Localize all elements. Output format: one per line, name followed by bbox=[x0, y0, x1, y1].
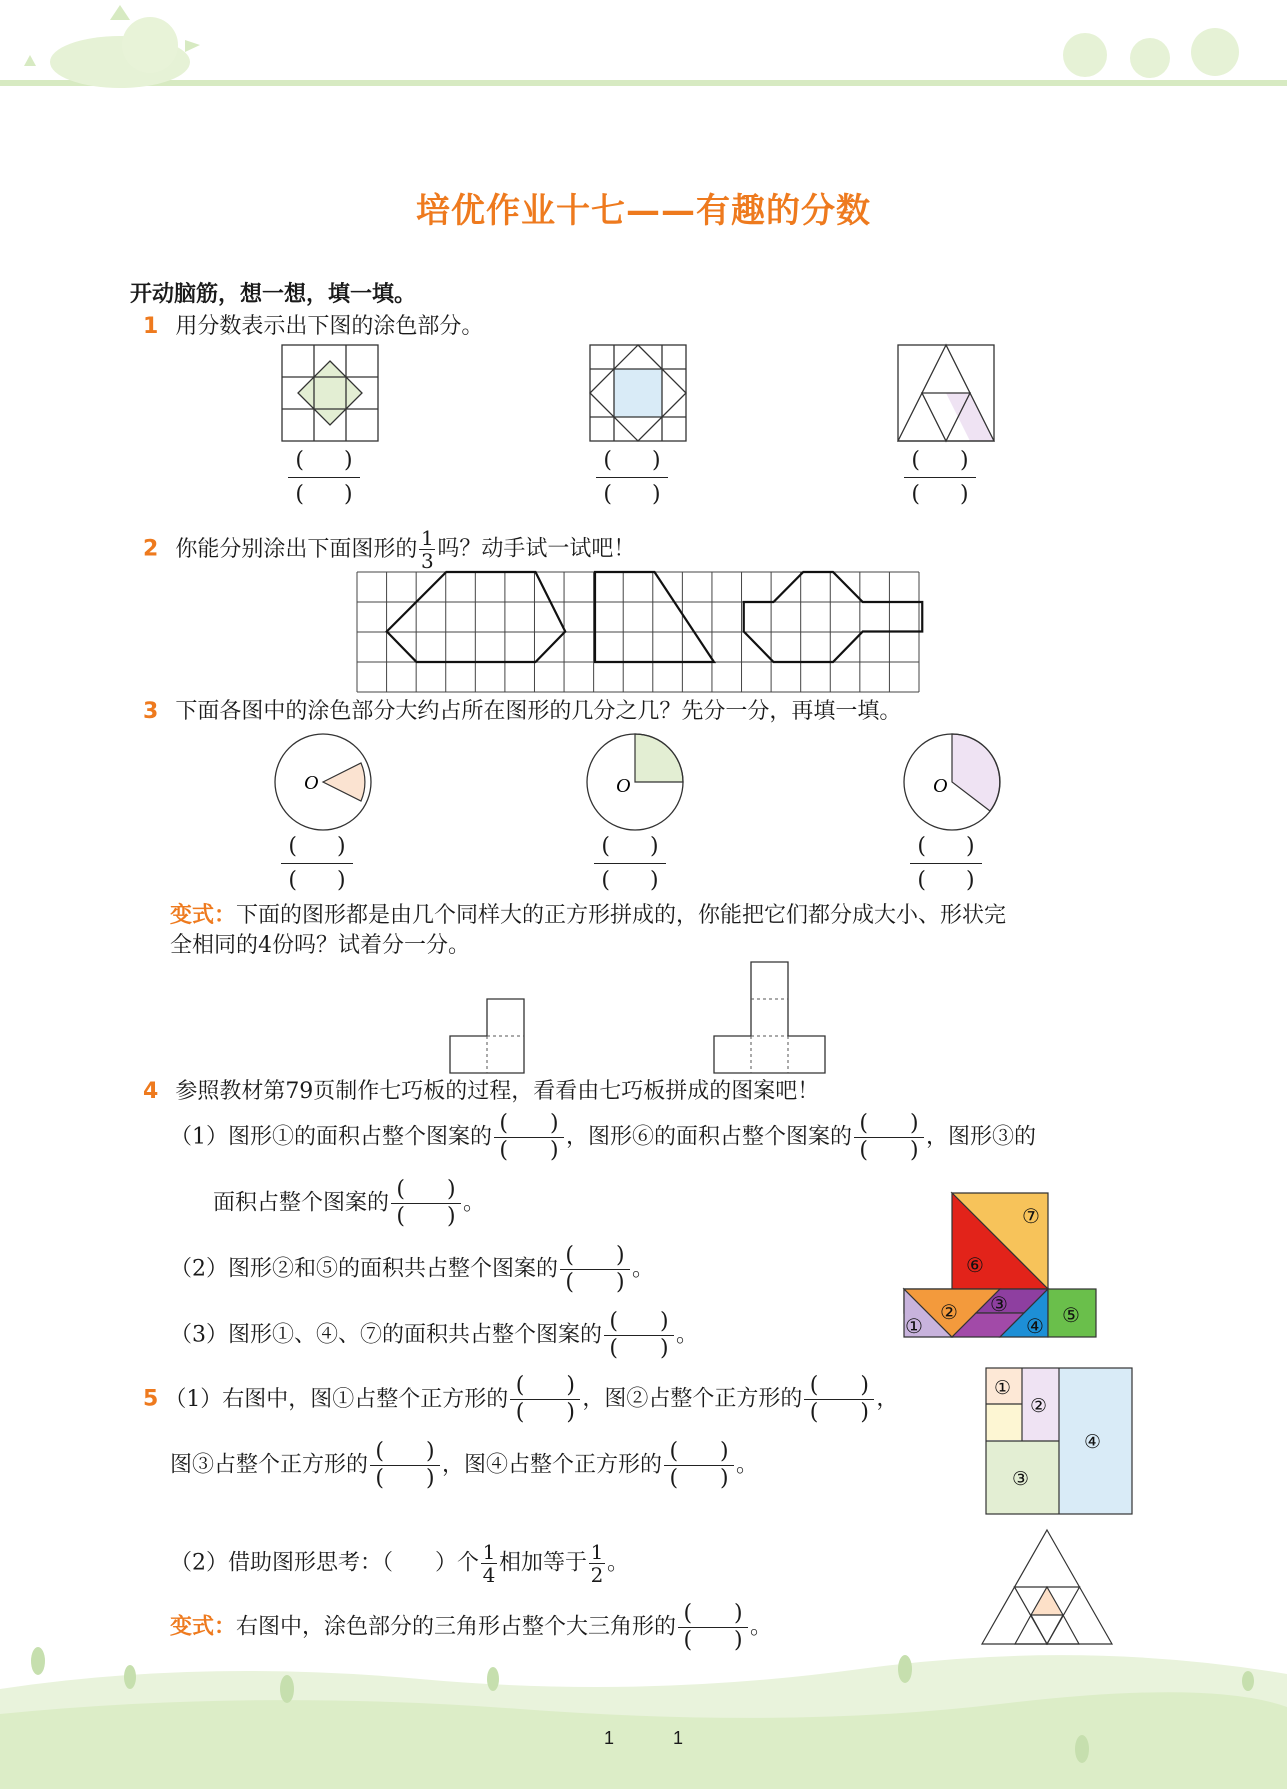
tangram-figure bbox=[904, 1193, 1096, 1337]
question-number: 3 bbox=[143, 699, 159, 724]
q4-part-2: （2）图形②和⑤的面积共占整个图案的 $\frac{( )}{( )}$ 。 bbox=[170, 1243, 655, 1295]
fraction-one-third: $\frac{1}{3}$ bbox=[420, 526, 434, 573]
fraction-half: $\frac{1}{2}$ bbox=[590, 1540, 604, 1587]
tangram-label: ④ bbox=[1026, 1314, 1044, 1338]
answer-fraction[interactable]: $\frac{( )}{( )}$ bbox=[494, 1111, 564, 1164]
answer-fraction[interactable]: $\frac{( )}{( )}$ bbox=[370, 1439, 440, 1492]
tangram-label: ② bbox=[940, 1300, 958, 1324]
tangram-label: ⑥ bbox=[966, 1253, 984, 1277]
q5-part-1-line: 5 （1）右图中，图①占整个正方形的 $\frac{( )}{( )}$ ，图②占整个正方形的 $\frac{( )}{( )}$ ， bbox=[143, 1373, 899, 1425]
question-number: 1 bbox=[143, 314, 159, 339]
answer-fraction-q1-2[interactable]: ( ) ( ) bbox=[596, 448, 668, 507]
question-text: 参照教材第79页制作七巧板的过程，看看由七巧板拼成的图案吧！ bbox=[175, 1079, 820, 1104]
center-label: O bbox=[933, 775, 948, 797]
footer-landscape bbox=[0, 1619, 1287, 1789]
question-text: 下面各图中的涂色部分大约占所在图形的几分之几？先分一分，再填一填。 bbox=[175, 699, 902, 724]
answer-fraction[interactable]: $\frac{( )}{( )}$ bbox=[664, 1439, 734, 1492]
question-text: 用分数表示出下图的涂色部分。 bbox=[175, 314, 484, 339]
question-number: 2 bbox=[143, 536, 159, 562]
variant-1-line-1: 变式：下面的图形都是由几个同样大的正方形拼成的，你能把它们都分成大小、形状完 bbox=[170, 903, 1007, 928]
answer-fraction[interactable]: $\frac{( )}{( )}$ bbox=[604, 1309, 674, 1362]
square-label: ③ bbox=[1012, 1468, 1030, 1490]
q5-part-2: （2）借助图形思考：（ ）个 $\frac{1}{4}$ 相加等于 $\frac{1}{2}$ 。 bbox=[170, 1540, 630, 1587]
answer-fraction[interactable]: $\frac{( )}{( )}$ bbox=[391, 1177, 461, 1230]
q2-grid-figure bbox=[357, 572, 919, 692]
q5-part-1-cont: 图③占整个正方形的 $\frac{( )}{( )}$ ，图④占整个正方形的 $\frac{( )}{( )}$ 。 bbox=[170, 1439, 759, 1491]
question-1 bbox=[143, 313, 483, 341]
square-label: ① bbox=[994, 1377, 1012, 1399]
question-4 bbox=[143, 1078, 819, 1106]
answer-fraction[interactable]: $\frac{( )}{( )}$ bbox=[854, 1111, 924, 1164]
fraction-quarter: $\frac{1}{4}$ bbox=[482, 1540, 496, 1587]
page-number-left: 1 bbox=[604, 1728, 615, 1748]
square-label: ② bbox=[1030, 1395, 1048, 1417]
page-number-right: 1 bbox=[673, 1728, 684, 1748]
variant-shape-1 bbox=[450, 999, 524, 1073]
question-2: 2 你能分别涂出下面图形的 $\frac{1}{3}$ 吗？动手试一试吧！ bbox=[143, 526, 636, 573]
q4-part-1-cont: 面积占整个图案的 $\frac{( )}{( )}$ 。 bbox=[213, 1177, 486, 1229]
square-label: ④ bbox=[1084, 1431, 1102, 1453]
question-number: 4 bbox=[143, 1079, 159, 1104]
tangram-label: ⑦ bbox=[1022, 1204, 1040, 1228]
answer-fraction[interactable]: $\frac{( )}{( )}$ bbox=[560, 1243, 630, 1296]
center-label: O bbox=[616, 775, 631, 797]
q3-circle-3 bbox=[902, 732, 1002, 832]
q3-circle-1 bbox=[273, 732, 373, 832]
instruction: 开动脑筋，想一想，填一填。 bbox=[130, 282, 417, 307]
q1-figure-3 bbox=[898, 345, 994, 441]
q1-figure-1 bbox=[282, 345, 378, 441]
answer-fraction-q3-3[interactable]: ( ) ( ) bbox=[910, 834, 982, 893]
q4-part-3: （3）图形①、④、⑦的面积共占整个图案的 $\frac{( )}{( )}$ 。 bbox=[170, 1309, 699, 1361]
variant-label: 变式： bbox=[170, 903, 237, 928]
q5-square-figure bbox=[986, 1368, 1132, 1514]
q3-circle-2 bbox=[585, 732, 685, 832]
answer-fraction-q1-3[interactable]: ( ) ( ) bbox=[904, 448, 976, 507]
answer-fraction[interactable]: $\frac{( )}{( )}$ bbox=[510, 1373, 580, 1426]
q4-part-1-line: （1）图形①的面积占整个图案的 $\frac{( )}{( )}$ ，图形⑥的面积占整个图案的 $\frac{( )}{( )}$ ，图形③的 bbox=[170, 1111, 1037, 1163]
answer-fraction[interactable]: $\frac{( )}{( )}$ bbox=[678, 1601, 748, 1654]
variant-shape-2 bbox=[714, 962, 825, 1073]
tangram-label: ③ bbox=[990, 1292, 1008, 1316]
answer-fraction-q3-1[interactable]: ( ) ( ) bbox=[281, 834, 353, 893]
q1-figure-2 bbox=[590, 345, 686, 441]
answer-fraction-q1-1[interactable]: ( ) ( ) bbox=[288, 448, 360, 507]
page-title: 培优作业十七——有趣的分数 bbox=[416, 191, 871, 231]
variant-1-line-2: 全相同的4份吗？试着分一分。 bbox=[170, 933, 470, 958]
answer-fraction-q3-2[interactable]: ( ) ( ) bbox=[594, 834, 666, 893]
question-3 bbox=[143, 698, 901, 726]
variant-label: 变式： bbox=[170, 1614, 237, 1640]
tangram-label: ① bbox=[905, 1314, 923, 1338]
header-decoration bbox=[0, 0, 1287, 100]
question-text: 你能分别涂出下面图形的 bbox=[175, 536, 418, 562]
center-label: O bbox=[304, 772, 319, 794]
variant-2: 变式：右图中，涂色部分的三角形占整个大三角形的 $\frac{( )}{( )}$ 。 bbox=[170, 1601, 773, 1653]
answer-fraction[interactable]: $\frac{( )}{( )}$ bbox=[804, 1373, 874, 1426]
question-number: 5 bbox=[143, 1386, 159, 1412]
tangram-label: ⑤ bbox=[1062, 1303, 1080, 1327]
